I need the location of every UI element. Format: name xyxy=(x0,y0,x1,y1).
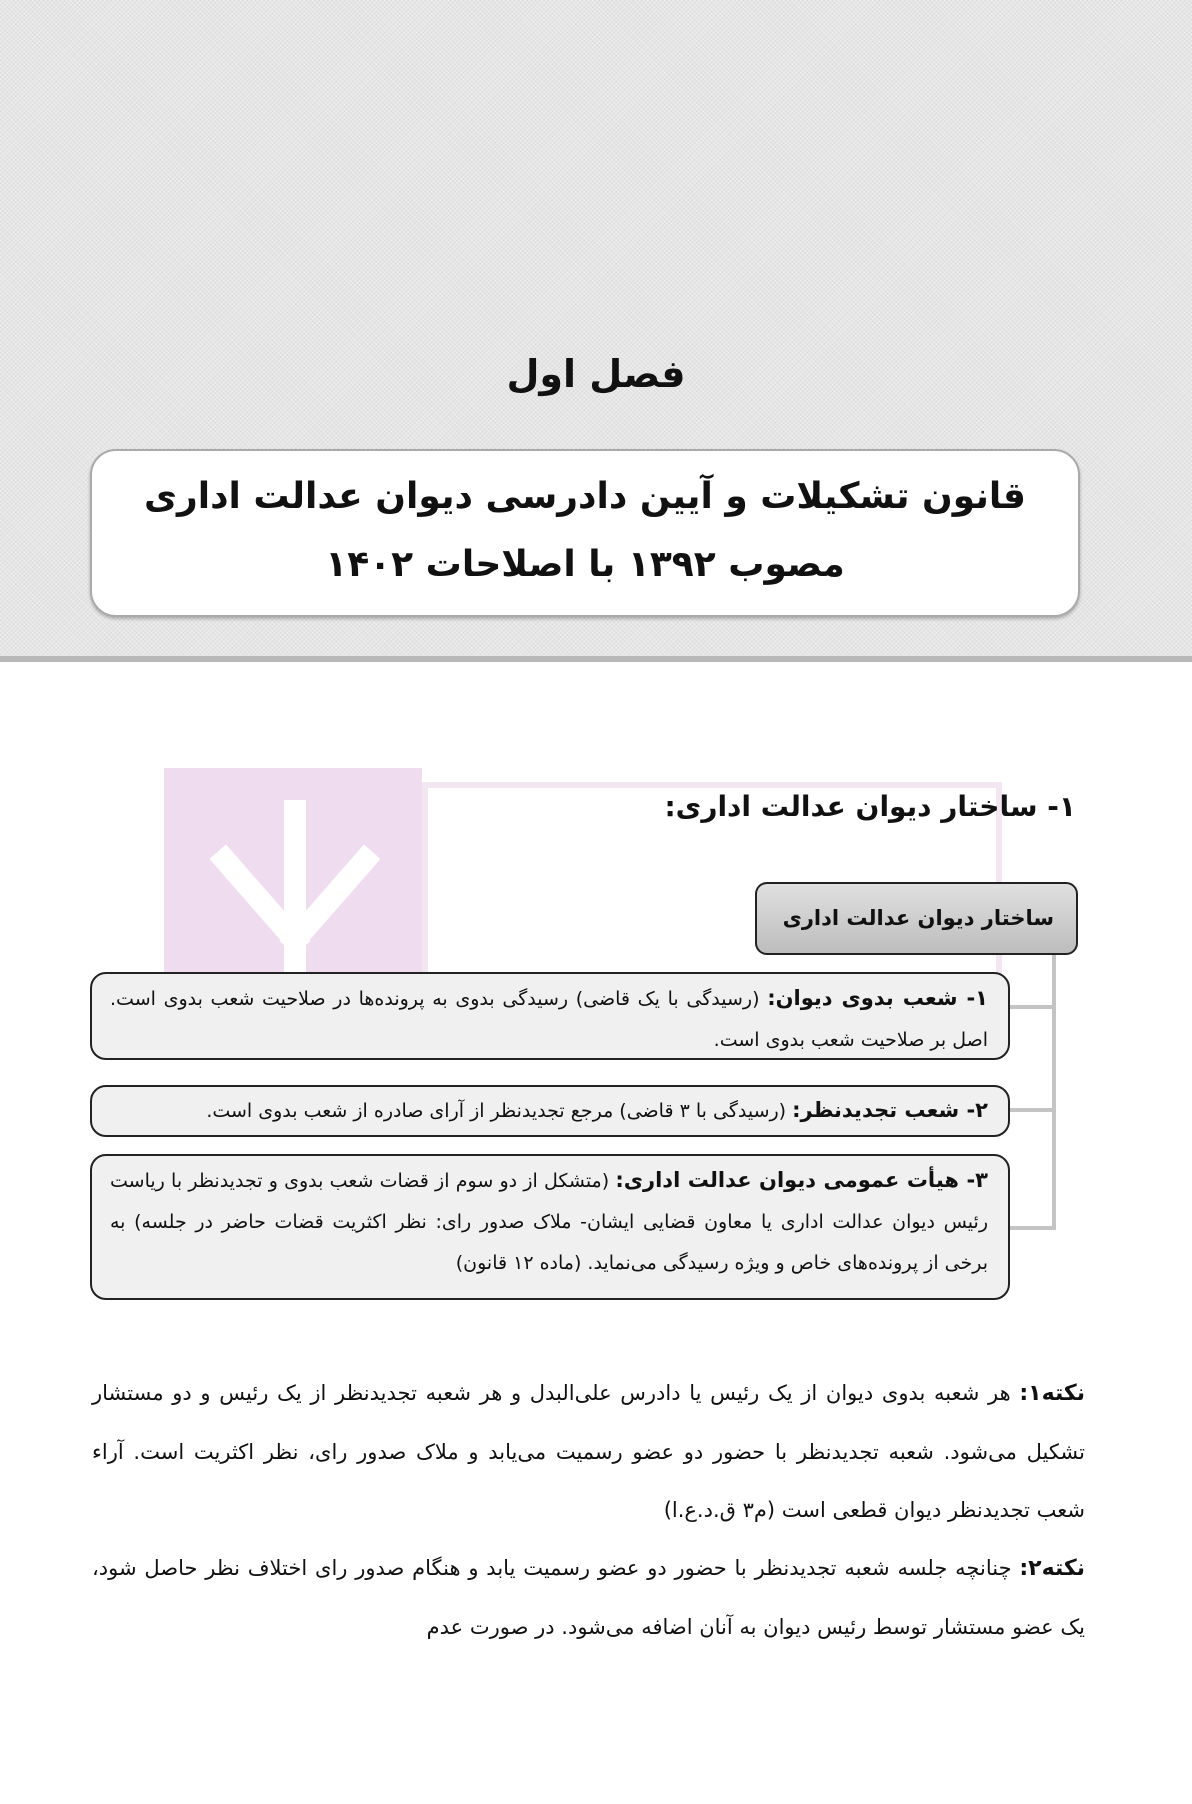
node-label: ۲- شعب تجدیدنظر: xyxy=(792,1098,988,1122)
connector-line xyxy=(1052,955,1056,1230)
diagram-node-appeal-branches xyxy=(90,1085,1010,1137)
node-label: ۱- شعب بدوی دیوان: xyxy=(767,986,988,1010)
connector-line xyxy=(1010,1005,1056,1009)
note-label: نکته۱: xyxy=(1019,1381,1085,1406)
diagram-node-primary-branches xyxy=(90,972,1010,1060)
diagram-root-node: ساختار دیوان عدالت اداری xyxy=(755,882,1078,955)
node-text: (رسیدگی با یک قاضی) رسیدگی بدوی به پرونده‌ها در صلاحیت شعب بدوی است. اصل بر صلاحیت شعب بدوی است. xyxy=(110,988,988,1051)
connector-line xyxy=(1010,1226,1056,1230)
chapter-title: فصل اول xyxy=(506,352,686,396)
note-label: نکته۲: xyxy=(1019,1556,1085,1581)
section-heading: ۱- ساختار دیوان عدالت اداری: xyxy=(664,790,1076,823)
law-title-box xyxy=(90,449,1080,617)
node-label: ۳- هیأت عمومی دیوان عدالت اداری: xyxy=(615,1168,988,1192)
note-2 xyxy=(92,1539,1085,1656)
diagram-node-general-board xyxy=(90,1154,1010,1300)
law-title-line2: مصوب ۱۳۹۲ با اصلاحات ۱۴۰۲ xyxy=(325,544,845,585)
note-1 xyxy=(92,1364,1085,1539)
node-text: (متشکل از دو سوم از قضات شعب بدوی و تجدیدنظر با ریاست رئیس دیوان عدالت اداری یا معاون قضایی ایشان- ملاک صدور رای: نظر اکثریت قضات حاضر در جلسه) به برخی از پرونده‌های خاص و ویژه رسیدگی می‌نماید. (ماده ۱۲ قانون) xyxy=(110,1170,988,1274)
connector-line xyxy=(1010,1108,1056,1112)
notes-section xyxy=(92,1364,1085,1656)
note-text: چنانچه جلسه شعبه تجدیدنظر با حضور دو عضو رسمیت یابد و هنگام صدور رای اختلاف نظر حاصل شود، یک عضو مستشار توسط رئیس دیوان به آنان اضافه می‌شود. در صورت عدم xyxy=(92,1556,1085,1639)
law-title-line1: قانون تشکیلات و آیین دادرسی دیوان عدالت اداری xyxy=(144,476,1026,517)
node-text: (رسیدگی با ۳ قاضی) مرجع تجدیدنظر از آرای صادره از شعب بدوی است. xyxy=(206,1100,793,1122)
note-text: هر شعبه بدوی دیوان از یک رئیس یا دادرس علی‌البدل و هر شعبه تجدیدنظر از یک رئیس و دو مستشار تشکیل می‌شود. شعبه تجدیدنظر با حضور دو عضو رسمیت می‌یابد و ملاک صدور رای، نظر اکثریت است. آراء شعب تجدیدنظر دیوان قطعی است (م۳ ق.د.ع.ا) xyxy=(92,1381,1085,1522)
